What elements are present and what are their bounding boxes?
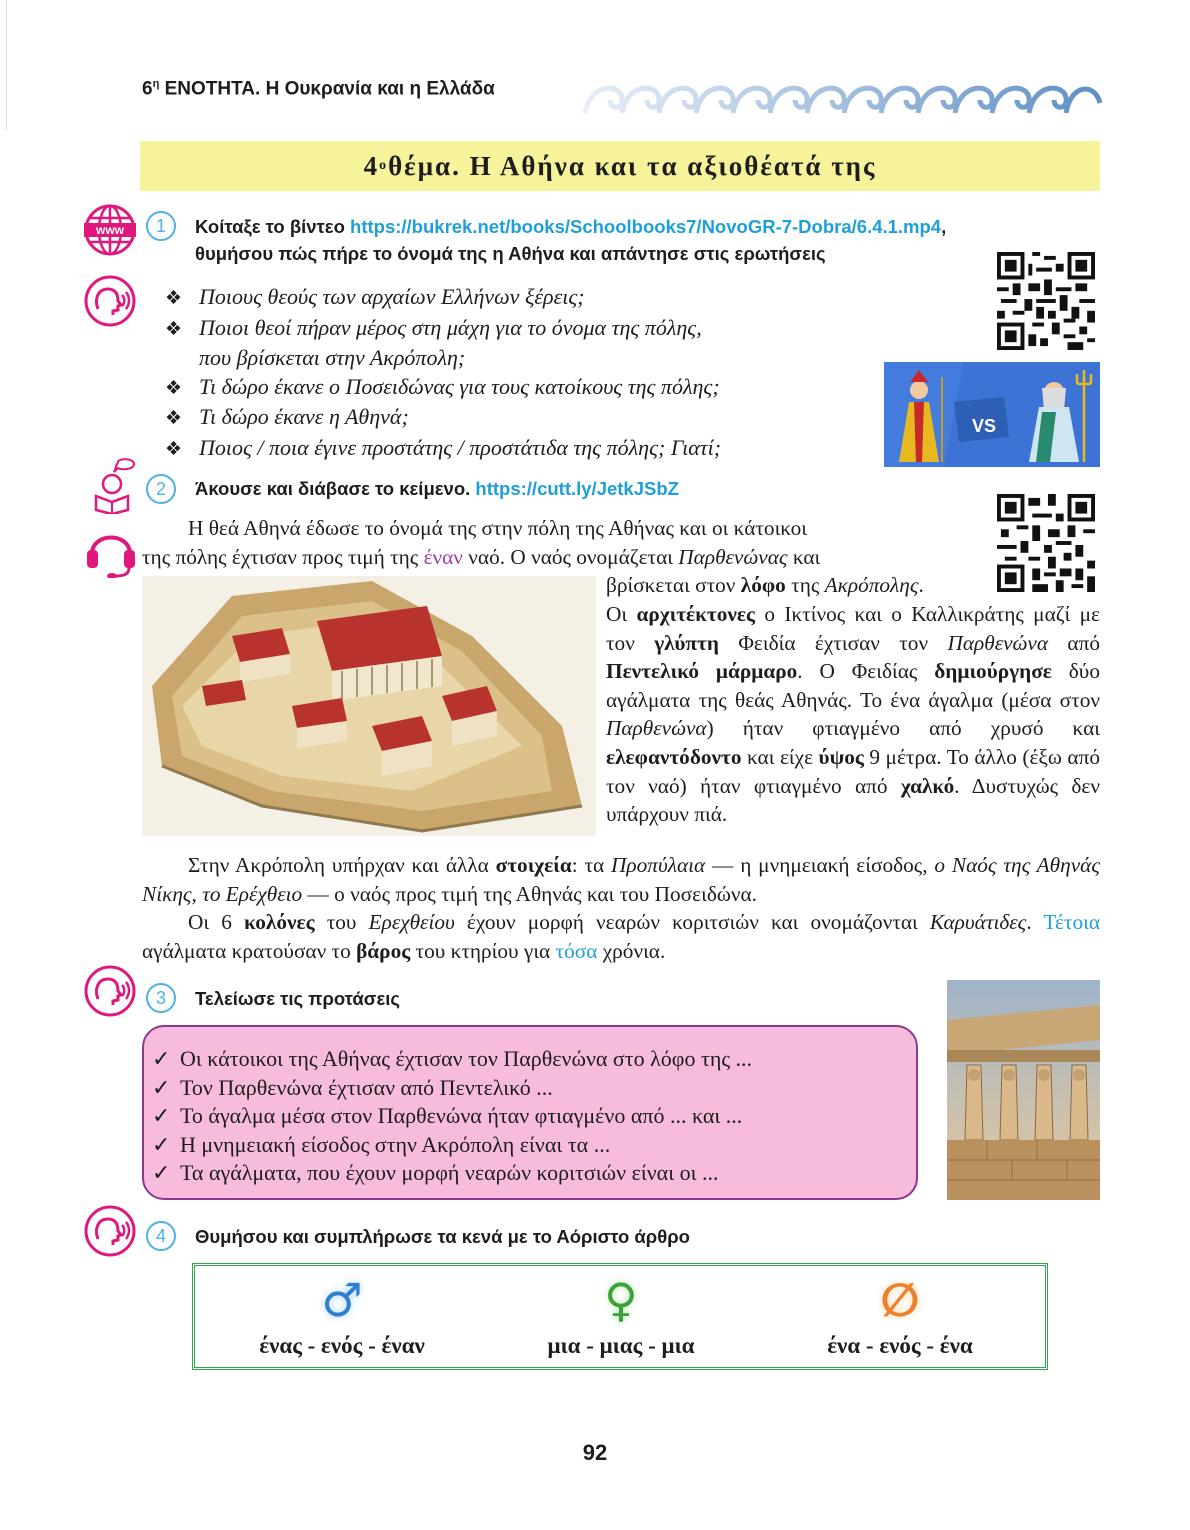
article-feminine (491, 1266, 751, 1367)
task-number-2: 2 (146, 474, 176, 504)
acropolis-image (142, 576, 596, 836)
text-paragraph-3: Στην Ακρόπολη υπήρχαν και άλλα στοιχεία: τα Προπύλαια — η μνημειακή είσοδος, ο Ναός της Αθηνάς Νίκης, το Ερέχθειο — ο ναός προς τιμή της Αθηνάς και του Ποσειδώνα. (142, 853, 1100, 906)
lesson-title: 4 ο θέμα. Η Αθήνα και τα αξιοθέατά της (140, 141, 1100, 191)
task3-instructions: Τελείωσε τις προτάσεις (195, 988, 400, 1009)
vs-label: VS (972, 416, 997, 436)
text-paragraph-1-cont: βρίσκεται στον λόφο της Ακρόπολης. (606, 573, 924, 597)
sentence-completion-box (142, 1025, 918, 1200)
speaking-head-icon (84, 965, 136, 1022)
task1-instructions: Κοίταξε το βίντεο https://bukrek.net/books/Schoolbooks7/NovoGR-7-Dobra/6.4.1.mp4, θυμήσου πώς πήρε το όνομά της η Αθήνα και απάντησε στις ερωτήσεις (195, 216, 947, 264)
question-item: ❖ Ποιους θεούς των αρχαίων Ελλήνων ξέρεις; (165, 284, 585, 309)
article-forms: ένα - ενός - ένα (827, 1333, 973, 1358)
indefinite-article-table (192, 1263, 1048, 1370)
www-globe-icon (84, 204, 136, 256)
female-symbol-icon: ♀ (604, 1273, 638, 1327)
wave-ornament (580, 78, 1105, 118)
sentence-item: ✓ Η μνημειακή είσοδος στην Ακρόπολη είναι τα ... (152, 1131, 611, 1157)
sentence-item: ✓ Τα αγάλματα, που έχουν μορφή νεαρών κοριτσιών είναι οι ... (152, 1160, 719, 1186)
sentence-item: ✓ Τον Παρθενώνα έχτισαν από Πεντελικό ... (152, 1074, 553, 1100)
speaking-head-icon (84, 1205, 136, 1262)
task-number-1: 1 (146, 211, 176, 241)
article-masculine (212, 1266, 472, 1367)
text-paragraph-2: Οι αρχιτέκτονες ο Ικτίνος και ο Καλλικράτης μαζί με τον γλύπτη Φειδία έχτισαν τον Παρθενώνα από Πεντελικό μάρμαρο. Ο Φειδίας δημιούργησε δύο αγάλματα της θεάς Αθηνάς. Το ένα άγαλμα (μέσα στον Παρθενώνα) ήταν φτιαγμένο από χρυσό και ελεφαντόδοντο και είχε ύψος 9 μέτρα. Το άλλο (έξω από τον ναό) ήταν φτιαγμένο από χαλκό. Δυστυχώς δεν υπάρχουν πιά. (606, 602, 1100, 827)
article-neuter (770, 1266, 1030, 1367)
sentence-item: ✓ Το άγαλμα μέσα στον Παρθενώνα ήταν φτιαγμένο από ... και ... (152, 1103, 743, 1129)
male-symbol-icon: ♂ (321, 1273, 363, 1327)
unit-header: $6^\eta$ ΕΝΟΤΗΤΑ. Η Ουκρανία και η Ελλάδα (142, 78, 495, 100)
page-number: 92 (582, 1440, 608, 1465)
qr-code-video[interactable] (997, 252, 1095, 350)
sentence-item: ✓ Οι κάτοικοι της Αθήνας έχτισαν τον Παρθενώνα στο λόφο της ... (152, 1046, 753, 1071)
question-item: ❖ Τι δώρο έκανε η Αθηνά; (165, 404, 409, 430)
qr-code-audio[interactable] (997, 494, 1095, 592)
headphones-icon (84, 522, 138, 583)
question-item: ❖ Ποιοι θεοί πήραν μέρος στη μάχη για το όνομα της πόλης, (165, 314, 702, 340)
article-forms: ένας - ενός - έναν (259, 1333, 425, 1358)
neuter-symbol-icon: ∅ (880, 1273, 920, 1327)
video-link[interactable]: https://bukrek.net/books/Schoolbooks7/NovoGR-7-Dobra/6.4.1.mp4 (350, 216, 942, 237)
text-paragraph-1: Η θεά Αθηνά έδωσε το όνομά της στην πόλη της Αθήνας και οι κάτοικοι της πόλης έχτισαν προς τιμή της έναν ναό. Ο ναός ονομάζεται Παρθενώνας και (142, 516, 821, 569)
text-paragraph-4: Οι 6 κολόνες του Ερεχθείου έχουν μορφή νεαρών κοριτσιών και ονομάζονται Καρυάτιδες. Τέτοια αγάλματα κρατούσαν το βάρος του κτηρίου για τόσα χρόνια. (142, 910, 1100, 963)
reading-child-icon (88, 458, 140, 519)
athena-vs-poseidon-image (884, 362, 1100, 467)
speaking-head-icon (84, 275, 136, 332)
question-item: ❖ Τι δώρο έκανε ο Ποσειδώνας για τους κατοίκους της πόλης; (165, 373, 720, 399)
task-number-4: 4 (146, 1221, 176, 1251)
task2-instructions: Άκουσε και διάβασε το κείμενο. https://cutt.ly/JetkJSbZ (195, 478, 679, 499)
audio-link[interactable]: https://cutt.ly/JetkJSbZ (475, 478, 679, 499)
page-edge-line (6, 0, 7, 130)
www-label: www (95, 223, 124, 237)
task1-questions (165, 283, 721, 465)
question-item-cont: που βρίσκεται στην Ακρόπολη; (199, 345, 466, 371)
task4-instructions: Θυμήσου και συμπλήρωσε τα κενά με το Αόριστο άρθρο (195, 1226, 690, 1247)
article-forms: μια - μιας - μια (547, 1333, 695, 1358)
task-number-3: 3 (146, 983, 176, 1013)
question-item: ❖ Ποιος / ποια έγινε προστάτης / προστάτιδα της πόλης; Γιατί; (165, 434, 722, 460)
caryatids-photo (947, 980, 1100, 1200)
